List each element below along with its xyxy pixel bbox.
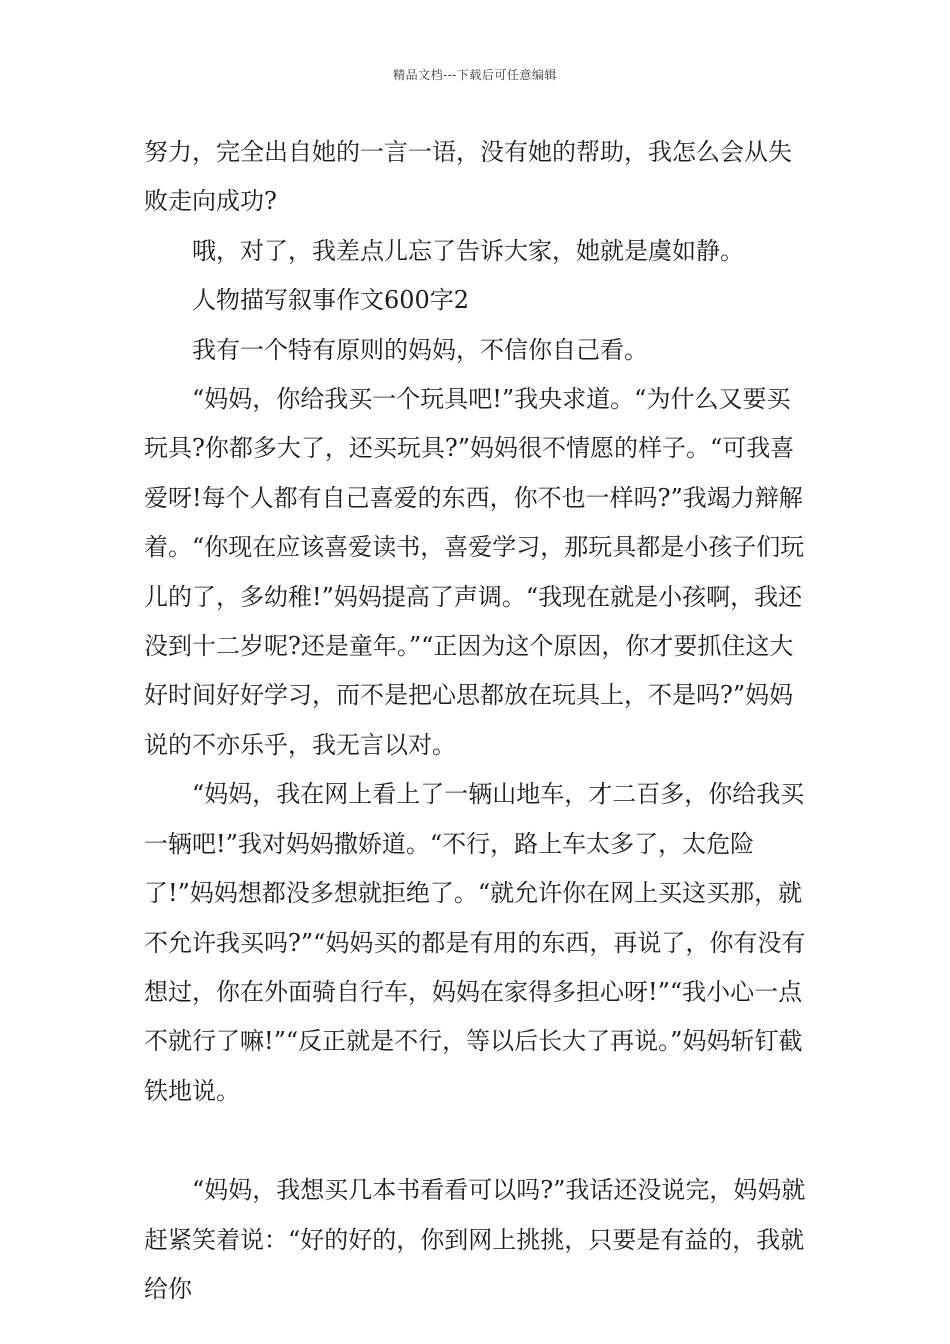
paragraph: “妈妈，你给我买一个玩具吧!”我央求道。“为什么又要买玩具?你都多大了，还买玩具?”妈妈很不情愿的样子。“可我喜爱呀!每个人都有自己喜爱的东西，你不也一样吗?”我竭力辩解着。“你现在应该喜爱读书，喜爱学习，那玩具都是小孩子们玩儿的了，多幼稚!”妈妈提高了声调。“我现在就是小孩啊，我还没到十二岁呢?还是童年。”“正因为这个原因，你才要抓住这大好时间好好学习，而不是把心思都放在玩具上，不是吗?”妈妈说的不亦乐乎，我无言以对。 [144,385,805,759]
paragraph: 我有一个特有原则的妈妈，不信你自己看。 [192,335,648,364]
section-title: 人物描写叙事作文600字2 [192,286,470,315]
paragraph: “妈妈，我想买几本书看看可以吗?”我话还没说完，妈妈就赶紧笑着说：“好的好的，你到网上挑挑，只要是有益的，我就给你 [144,1176,806,1303]
document-body [144,128,808,1314]
paragraph: “妈妈，我在网上看上了一辆山地车，才二百多，你给我买一辆吧!”我对妈妈撒娇道。“不行，路上车太多了，太危险了!”妈妈想都没多想就拒绝了。“就允许你在网上买这买那，就不允许我买吗?”“妈妈买的都是有用的东西，再说了，你有没有想过，你在外面骑自行车，妈妈在家得多担心呀!”“我小心一点不就行了嘛!”“反正就是不行，等以后长大了再说。”妈妈斩钉截铁地说。 [144,780,806,1105]
paragraph: 哦，对了，我差点儿忘了告诉大家，她就是虞如静。 [192,236,744,265]
paragraph-continuation: 努力，完全出自她的一言一语，没有她的帮助，我怎么会从失败走向成功? [144,138,792,216]
page-header: 精品文档---下载后可任意编辑 [393,68,557,82]
